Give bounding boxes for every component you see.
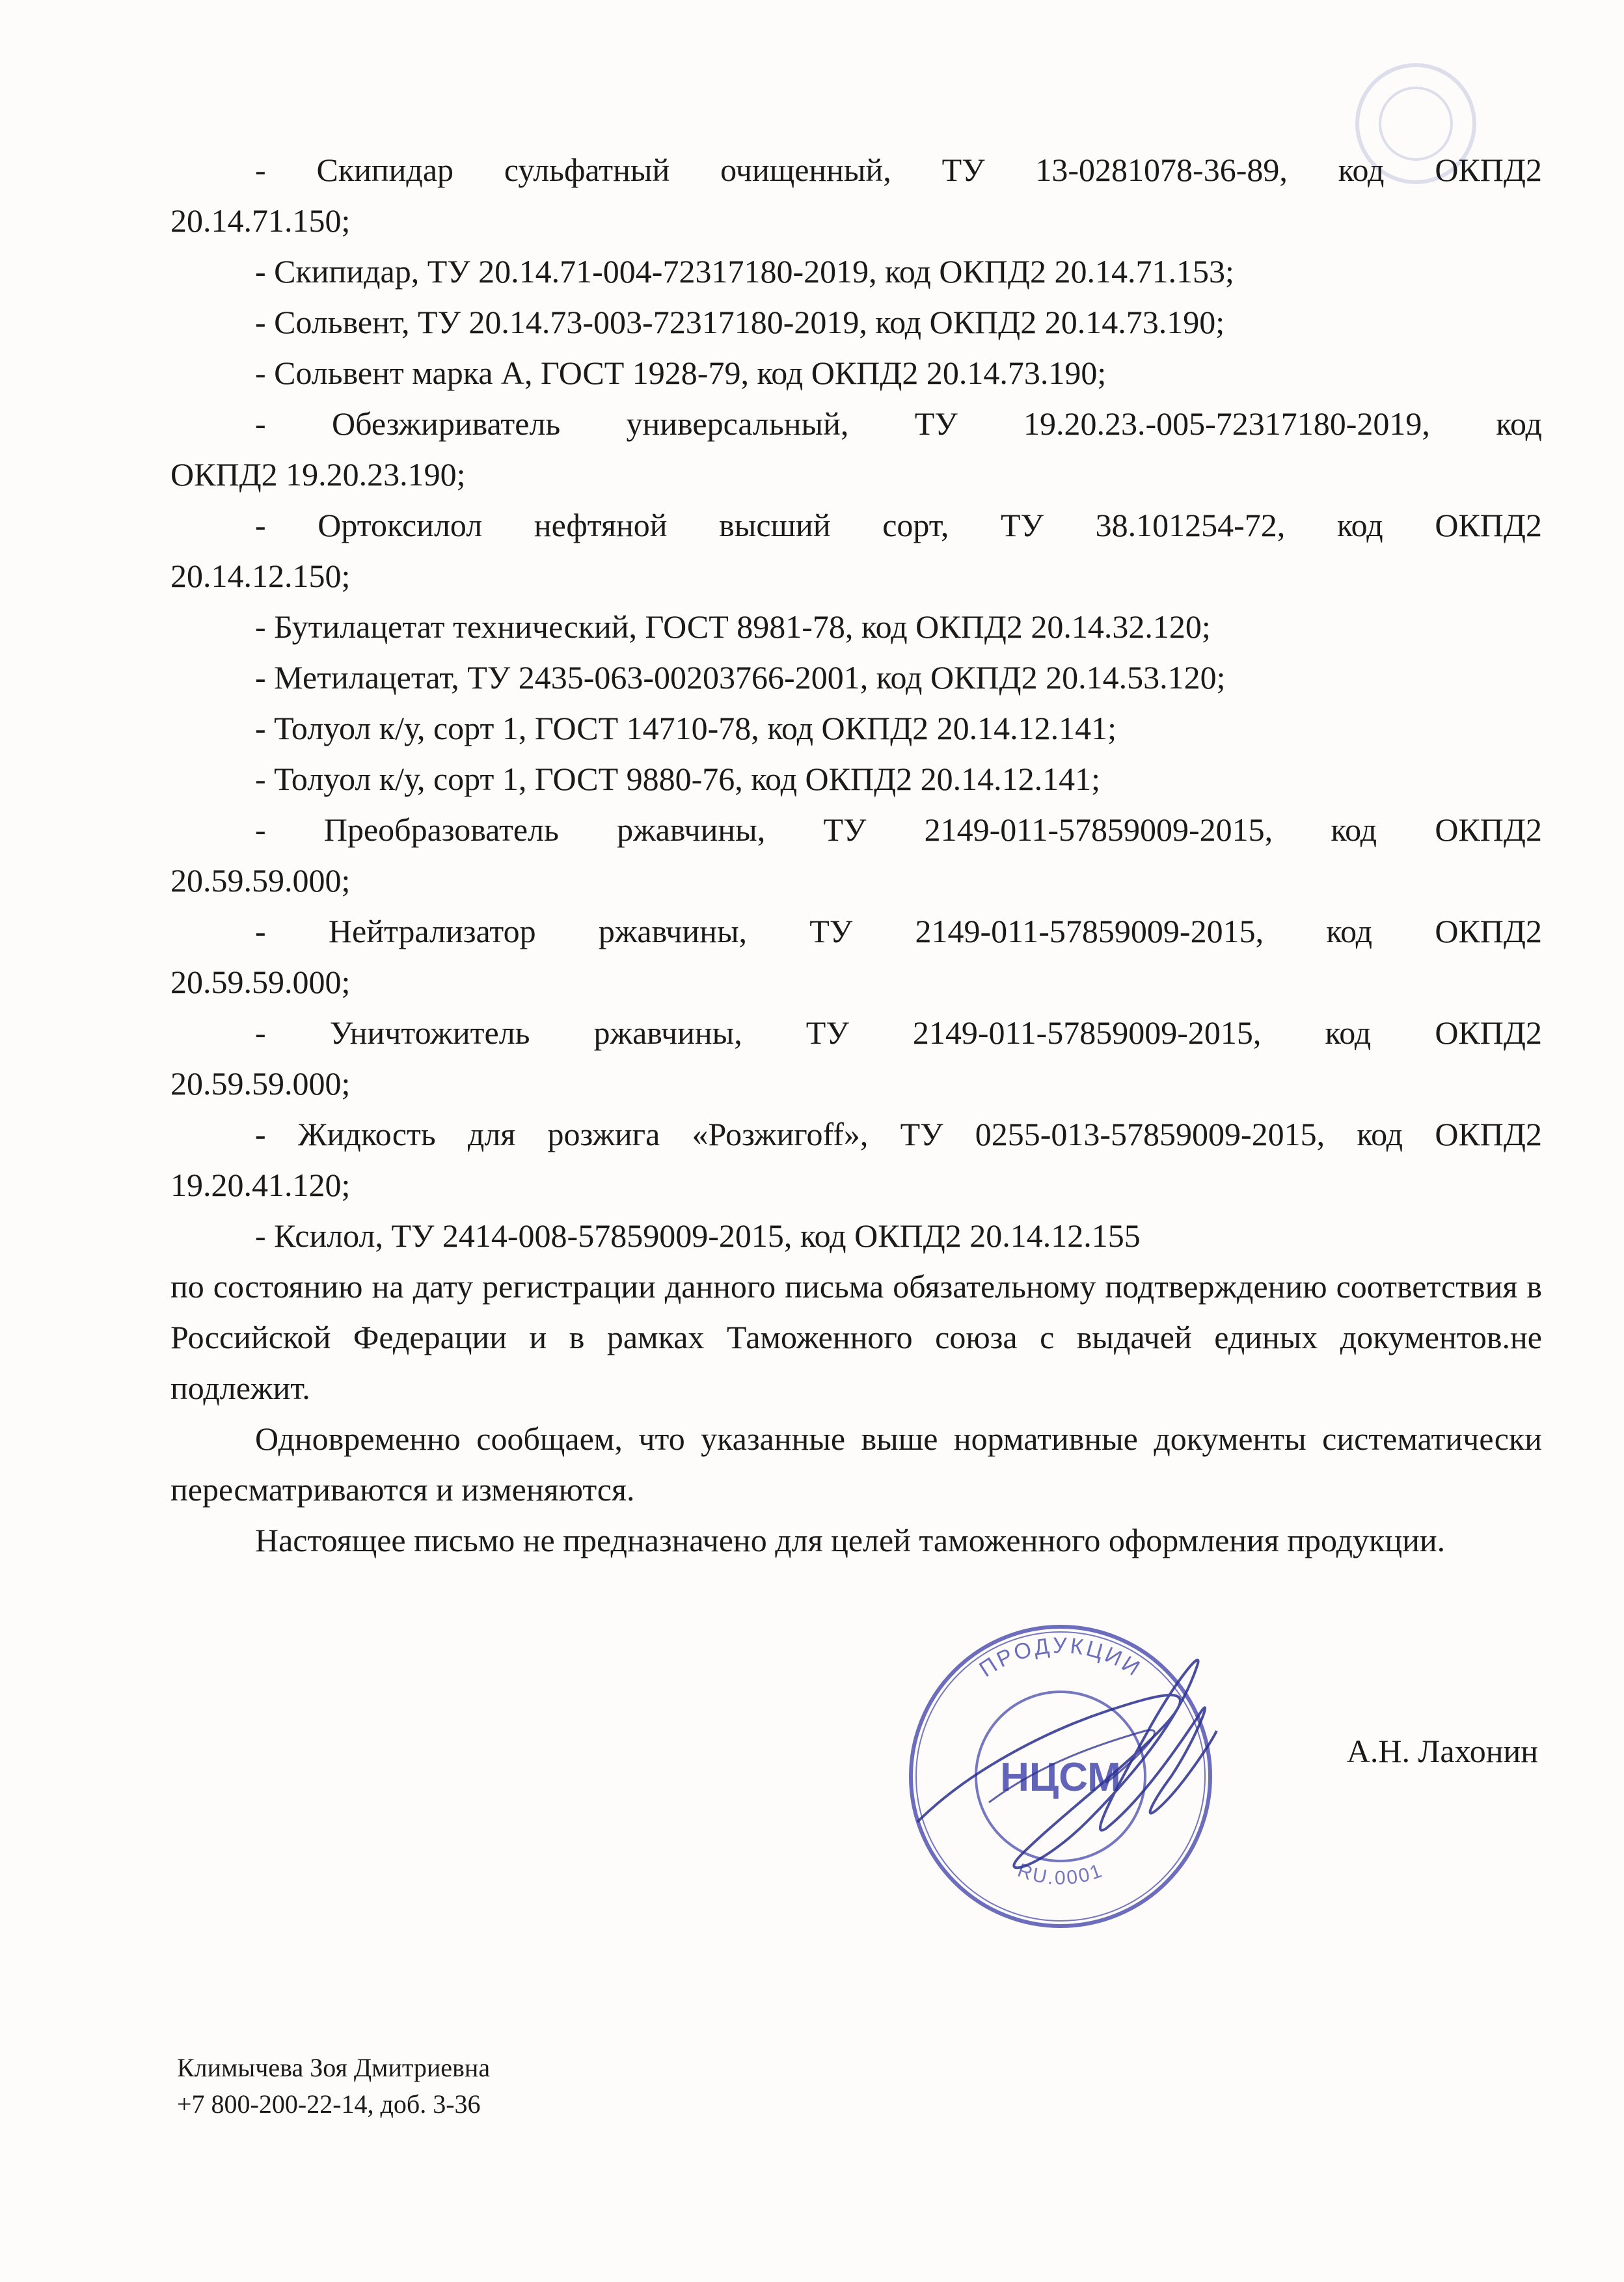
letter-body <box>170 144 1542 1566</box>
list-item-text: - Скипидар, ТУ 20.14.71-004-72317180-2019, код ОКПД2 20.14.71.153; <box>255 253 1234 290</box>
list-item <box>170 246 1542 297</box>
list-item-continuation: 20.59.59.000; <box>170 1065 351 1102</box>
list-item <box>170 500 1542 601</box>
list-item <box>170 398 1542 500</box>
list-item-continuation: 20.59.59.000; <box>170 964 351 1000</box>
list-item <box>170 906 1542 1007</box>
list-item-text: - Ортоксилол нефтяной высший сорт, ТУ 38.101254-72, код ОКПД2 <box>255 507 1542 543</box>
list-item <box>170 1007 1542 1109</box>
list-item <box>170 804 1542 906</box>
stamp-bottom-text: RU.0001 <box>1014 1859 1107 1889</box>
list-item-text: - Преобразователь ржавчины, ТУ 2149-011-57859009-2015, код ОКПД2 <box>255 811 1542 848</box>
list-item-continuation: 20.14.12.150; <box>170 558 351 594</box>
list-item-text: - Сольвент марка А, ГОСТ 1928-79, код ОКПД2 20.14.73.190; <box>255 355 1107 391</box>
list-item <box>170 347 1542 398</box>
list-item <box>170 144 1542 246</box>
list-item-text: - Толуол к/у, сорт 1, ГОСТ 14710-78, код ОКПД2 20.14.12.141; <box>255 710 1117 746</box>
list-item-text: - Толуол к/у, сорт 1, ГОСТ 9880-76, код ОКПД2 20.14.12.141; <box>255 761 1101 797</box>
list-item <box>170 1109 1542 1210</box>
list-item <box>170 652 1542 703</box>
list-item-text: - Обезжириватель универсальный, ТУ 19.20.23.-005-72317180-2019, код <box>255 405 1542 442</box>
list-item <box>170 297 1542 347</box>
contact-phone: +7 800-200-22-14, доб. 3-36 <box>177 2089 481 2119</box>
list-item-text: - Метилацетат, ТУ 2435-063-00203766-2001, код ОКПД2 20.14.53.120; <box>255 659 1226 696</box>
list-item-continuation: 20.14.71.150; <box>170 202 351 239</box>
signatory-name: А.Н. Лахонин <box>1346 1733 1538 1769</box>
list-item <box>170 601 1542 652</box>
contact-block <box>177 2050 490 2123</box>
list-item-text: - Бутилацетат технический, ГОСТ 8981-78, код ОКПД2 20.14.32.120; <box>255 608 1211 645</box>
list-item-text: - Уничтожитель ржавчины, ТУ 2149-011-57859009-2015, код ОКПД2 <box>255 1014 1542 1051</box>
list-item <box>170 754 1542 804</box>
list-item-continuation: ОКПД2 19.20.23.190; <box>170 456 466 493</box>
list-item-continuation: 19.20.41.120; <box>170 1167 351 1203</box>
list-item <box>170 703 1542 754</box>
list-item-text: - Нейтрализатор ржавчины, ТУ 2149-011-57859009-2015, код ОКПД2 <box>255 913 1542 949</box>
official-stamp <box>891 1607 1230 1946</box>
list-item-text: - Скипидар сульфатный очищенный, ТУ 13-0281078-36-89, код ОКПД2 <box>255 152 1542 188</box>
product-list <box>170 144 1542 1261</box>
customs-paragraph: Настоящее письмо не предназначено для целей таможенного оформления продукции. <box>255 1522 1446 1558</box>
contact-person: Климычева Зоя Дмитриевна <box>177 2053 491 2082</box>
stamp-center-text: НЦСМ <box>1000 1755 1121 1800</box>
stamp-ring-text: ПРОДУКЦИИ <box>975 1633 1146 1683</box>
list-item-continuation: 20.59.59.000; <box>170 862 351 899</box>
status-paragraph: по состоянию на дату регистрации данного письма обязательному подтверждению соответствия в Российской Федерации и в рамках Таможенного союза с выдачей единых документов.не подлежит. <box>170 1268 1542 1406</box>
list-item-text: - Жидкость для розжига «Розжигоff», ТУ 0255-013-57859009-2015, код ОКПД2 <box>255 1116 1542 1152</box>
list-item-text: - Сольвент, ТУ 20.14.73-003-72317180-2019, код ОКПД2 20.14.73.190; <box>255 304 1225 340</box>
list-item-text: - Ксилол, ТУ 2414-008-57859009-2015, код ОКПД2 20.14.12.155 <box>255 1217 1141 1254</box>
notice-paragraph: Одновременно сообщаем, что указанные выше нормативные документы систематически пересматриваются и изменяются. <box>170 1420 1542 1508</box>
list-item <box>170 1210 1542 1261</box>
